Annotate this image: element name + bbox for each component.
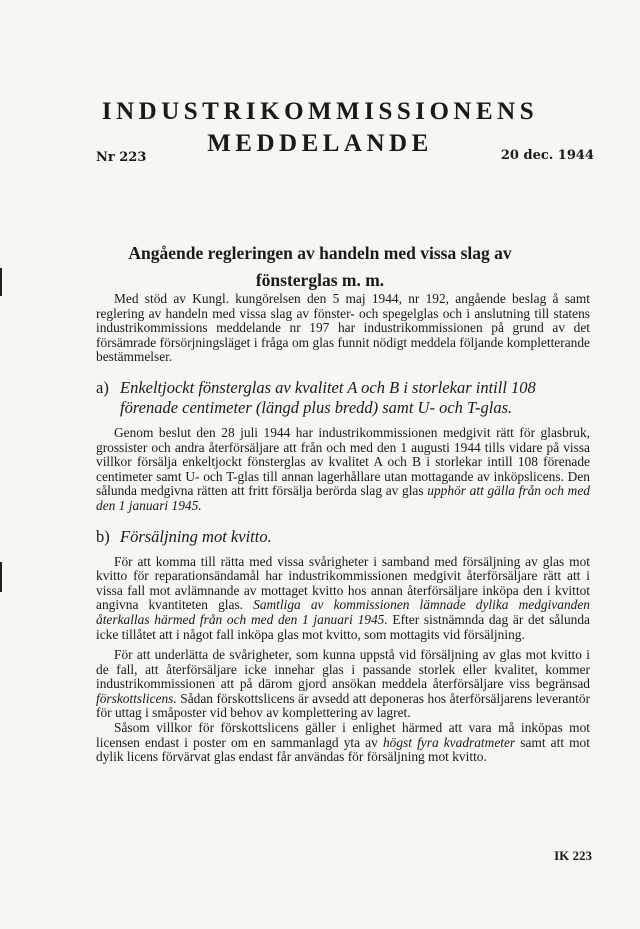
document-title-line2: MEDDELANDE <box>207 130 433 157</box>
intro-paragraph: Med stöd av Kungl. kungörelsen den 5 maj 1944, nr 192, angående beslag å samt reglering av handeln med vissa slag av fönster- och spegelglas och i anslutning till statens industrikommissions meddelande nr 197 har industrikommissionen på grund av det försämrade försörjningsläget i fråga om glas funnit nödigt meddela följande kompletterande bestämmelser. <box>96 291 590 365</box>
section-b-p1-tail: Efter sistnämnda dag är det sålunda icke tillåtet att i något fall inköpa glas mot kvitto, som mottagits vid försäljning. <box>96 611 590 642</box>
document-body <box>96 292 590 765</box>
main-heading <box>60 240 580 294</box>
document-title-line1: INDUSTRIKOMMISSIONENS <box>101 98 539 125</box>
section-b-heading <box>96 527 590 547</box>
section-a-heading <box>96 378 590 418</box>
section-a-heading-line2: förenade centimeter (längd plus bredd) samt U- och T-glas. <box>120 397 513 417</box>
section-b-p3-italic: högst fyra kvadratmeter <box>382 734 516 750</box>
section-b-paragraph-2 <box>96 648 590 721</box>
section-b-letter: b) <box>96 526 110 546</box>
issue-date: 20 dec. 1944 <box>500 148 594 163</box>
section-b-p3-text: Såsom villkor för förskottslicens gäller i enlighet härmed att vara må inköpas mot licensen endast i poster om en sammanlagd yta av <box>96 720 590 750</box>
section-a-italic: upphör att gälla från och med den 1 januari 1945. <box>96 483 590 513</box>
section-a-letter: a) <box>96 377 109 397</box>
section-b-heading-text: Försäljning mot kvitto. <box>120 526 272 546</box>
scan-edge-mark <box>0 562 2 592</box>
section-b-p2-italic: förskottslicens. <box>96 690 177 706</box>
section-a-paragraph <box>96 426 590 514</box>
section-b-paragraph-3 <box>96 721 590 765</box>
main-heading-line1: Angående regleringen av handeln med vissa slag av <box>128 243 512 263</box>
document-header <box>0 92 640 172</box>
section-b-p2-text: För att underlätta de svårigheter, som kunna uppstå vid försäljning av glas mot kvitto i de fall, att återförsäljare icke innehar glas i passande storlek eller kvalitet, kommer industrikommissionen att på därom gjord ansökan meddela återförsäljare viss begränsad <box>96 647 590 692</box>
section-b-paragraph-1 <box>96 555 590 643</box>
footer-code: IK 223 <box>554 848 592 863</box>
issue-number: Nr 223 <box>96 150 147 165</box>
main-heading-line2: fönsterglas m. m. <box>255 270 385 290</box>
section-b-p2-tail: Sådan förskottslicens är avsedd att deponeras hos återförsäljarens leverantör för uttag i småposter vid behov av komplettering av lagret. <box>96 690 591 721</box>
section-b-p3-tail: samt att mot dylik licens förvärvat glas endast får användas för försäljning mot kvitto. <box>96 734 590 765</box>
section-a-heading-line1: Enkeltjockt fönsterglas av kvalitet A och B i storlekar intill 108 <box>120 377 536 397</box>
section-b-p1-italic: Samtliga av kommissionen lämnade dylika medgivanden återkallas härmed från och med den 1 januari 1945. <box>96 597 590 627</box>
section-b-p1-text: För att komma till rätta med vissa svårigheter i samband med försäljning av glas mot kvitto för reparationsändamål har industrikommissionen medgivit återförsäljare rätt att i vissa fall mot avlämnande av mottaget kvitto hos annan återförsäljare inköpa den i kvittot angivna kvantiteten glas. <box>96 553 590 613</box>
scan-edge-mark <box>0 268 2 296</box>
section-a-text: Genom beslut den 28 juli 1944 har industrikommissionen medgivit rätt för glasbruk, grossister och andra återförsäljare att från och med den 1 augusti 1944 tills vidare på vissa villkor försälja enkeltjockt fönsterglas av kvalitet A och B i storlekar intill 108 förenade centimeter samt U- och T-glas till annan lagerhållare utan mottagande av inköpslicens. Den sålunda medgivna rätten att fritt försälja berörda slag av glas <box>96 424 590 499</box>
